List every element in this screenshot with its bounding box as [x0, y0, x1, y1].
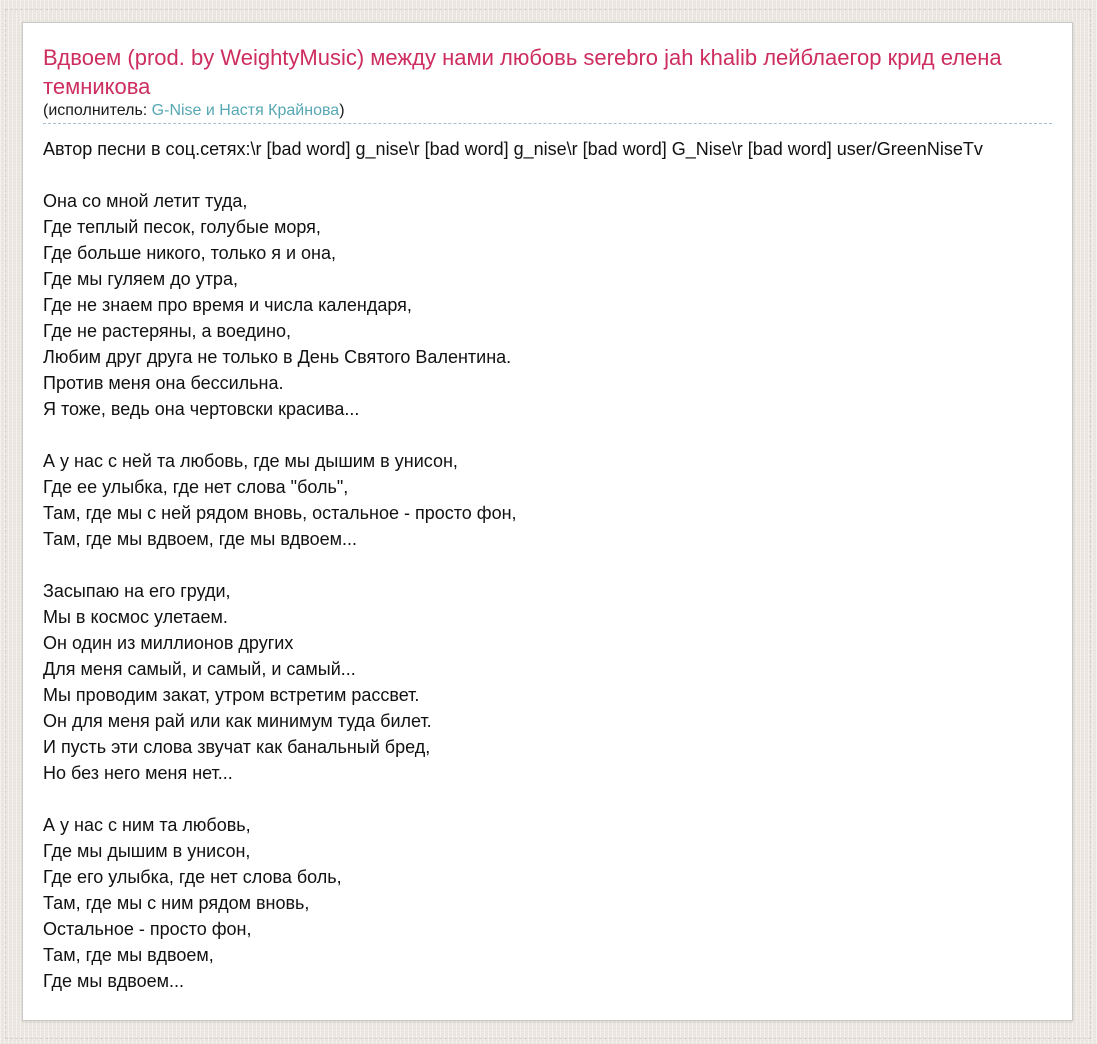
lyrics-card: [22, 22, 1073, 1021]
lyrics-line: Где теплый песок, голубые моря,: [43, 214, 321, 240]
lyrics-line: Где не растеряны, а воедино,: [43, 318, 291, 344]
lyrics-line: Где больше никого, только я и она,: [43, 240, 336, 266]
lyrics-line: Он для меня рай или как минимум туда билет.: [43, 708, 432, 734]
performer-suffix: ): [339, 102, 345, 119]
lyrics-line: Там, где мы с ним рядом вновь,: [43, 890, 309, 916]
lyrics-line: Где его улыбка, где нет слова боль,: [43, 864, 342, 890]
lyrics-line: Где ее улыбка, где нет слова "боль",: [43, 474, 348, 500]
lyrics-line: А у нас с ней та любовь, где мы дышим в унисон,: [43, 448, 458, 474]
lyrics-line: Она со мной летит туда,: [43, 188, 247, 214]
song-title: Вдвоем (prod. by WeightyMusic) между нами любовь serebro jah khalib лейблаегор крид елена темникова: [43, 45, 1002, 99]
lyrics-line: Где не знаем про время и числа календаря,: [43, 292, 412, 318]
lyrics-line: Мы проводим закат, утром встретим рассвет.: [43, 682, 419, 708]
lyrics-line: Засыпаю на его груди,: [43, 578, 231, 604]
lyrics-line: Где мы вдвоем...: [43, 968, 184, 994]
lyrics-line: Но без него меня нет...: [43, 760, 233, 786]
lyrics-line: Для меня самый, и самый, и самый...: [43, 656, 356, 682]
lyrics-line: Он один из миллионов других: [43, 630, 293, 656]
performer-link[interactable]: G-Nise и Настя Крайнова: [151, 102, 340, 119]
lyrics-line: Там, где мы с ней рядом вновь, остальное - просто фон,: [43, 500, 517, 526]
lyrics-line: Где мы гуляем до утра,: [43, 266, 238, 292]
lyrics-line: Там, где мы вдвоем, где мы вдвоем...: [43, 526, 357, 552]
lyrics-line: А у нас с ним та любовь,: [43, 812, 251, 838]
lyrics-line: Там, где мы вдвоем,: [43, 942, 214, 968]
lyrics-line: И пусть эти слова звучат как банальный бред,: [43, 734, 430, 760]
lyrics-block: [43, 136, 1052, 994]
lyrics-line: Я тоже, ведь она чертовски красива...: [43, 396, 359, 422]
performer-line: [43, 101, 1052, 124]
lyrics-line: Остальное - просто фон,: [43, 916, 251, 942]
lyrics-line: Где мы дышим в унисон,: [43, 838, 250, 864]
lyrics-line: Мы в космос улетаем.: [43, 604, 228, 630]
performer-prefix: (исполнитель:: [43, 102, 152, 119]
lyrics-line: Любим друг друга не только в День Святого Валентина.: [43, 344, 511, 370]
lyrics-line: Против меня она бессильна.: [43, 370, 283, 396]
lyrics-line: Автор песни в соц.сетях:\r [bad word] g_nise\r [bad word] g_nise\r [bad word] G_Nise\r [bad word] user/GreenNiseTv: [43, 136, 983, 162]
